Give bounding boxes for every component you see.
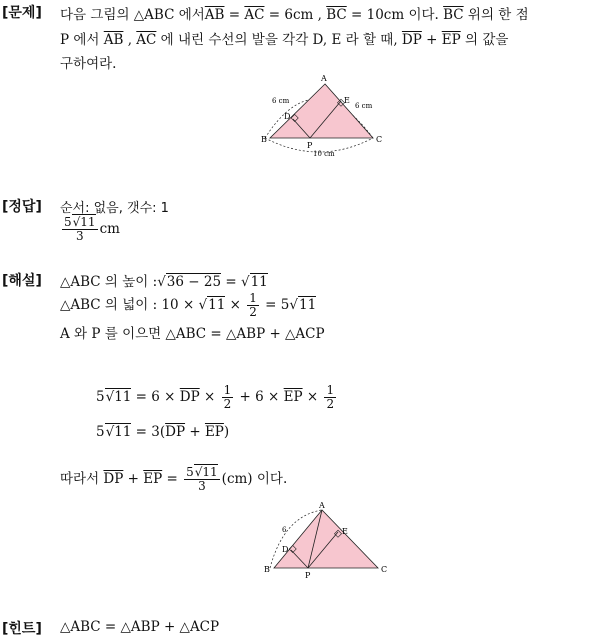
solution-line-3: A 와 P 를 이으면 △ABC = △ABP + △ACP xyxy=(60,326,325,342)
solution-eq-2: $5√11 = 3(\overline{DP} + \overline{EP})$ xyxy=(96,424,230,440)
answer-value: $\frac{5√11}{3}$ cm xyxy=(64,215,120,243)
label-c: C xyxy=(376,135,383,144)
problem-line-2: P 에서 $\overline{AB}$ , $\overline{AC}$ 에 내린 수선의 발을 각각 D, E 라 할 때, $\overline{DP} + \overline{EP}$ 의 값을 xyxy=(60,32,509,48)
solution-eq-1: $5√11 = 6 \times \overline{DP}$ × $\frac{1}{2}$ + $6 \times \overline{EP}$ × $\frac{1}{2}$ xyxy=(96,383,335,411)
triangle-abc-2 xyxy=(274,510,378,568)
answer-tag: [정답] xyxy=(2,199,42,215)
label-p: P xyxy=(307,141,313,150)
figure-1 xyxy=(255,72,395,162)
label-a: A xyxy=(321,74,327,83)
figure-2 xyxy=(260,500,390,584)
label-p-2: P xyxy=(305,571,311,580)
solution-tag: [해설] xyxy=(2,273,42,289)
answer-meta: 순서: 없음, 갯수: 1 xyxy=(60,201,169,216)
triangle-abc xyxy=(270,84,373,138)
problem-tag: [문제] xyxy=(2,5,42,21)
label-ac-length: 6 cm xyxy=(355,102,373,110)
hint-tag: [힌트] xyxy=(2,621,42,637)
label-b-2: B xyxy=(264,565,270,574)
label-d: D xyxy=(284,112,291,121)
solution-conclusion: 따라서 $\overline{DP} + \overline{EP}$ = $\frac{5√11}{3}$ (cm) 이다. xyxy=(60,465,288,493)
hint-text: △ABC = △ABP + △ACP xyxy=(60,619,220,635)
label-ab-length-2: 6 xyxy=(282,526,287,534)
label-ab-length: 6 cm xyxy=(272,97,290,105)
label-e-2: E xyxy=(342,527,348,536)
solution-line-1: △ABC 의 높이 :√36 − 25 = √11 xyxy=(60,274,268,290)
label-e: E xyxy=(344,96,350,105)
solution-line-2: △ABC 의 넓이 : 10 × √11 × $\frac{1}{2}$ = 5√11 xyxy=(60,291,317,319)
label-a-2: A xyxy=(319,501,325,510)
problem-line-3: 구하여라. xyxy=(60,56,117,72)
label-c-2: C xyxy=(381,565,388,574)
problem-line-1: 다음 그림의 △ABC 에서$\overline{AB} = \overline{AC} = 6cm$ , $\overline{BC} = 10cm$ 이다. $\overline{BC}$ 위의 한 점 xyxy=(60,7,529,23)
label-d-2: D xyxy=(282,545,289,554)
label-bc-length: 10 cm xyxy=(313,150,335,158)
label-b: B xyxy=(261,135,267,144)
